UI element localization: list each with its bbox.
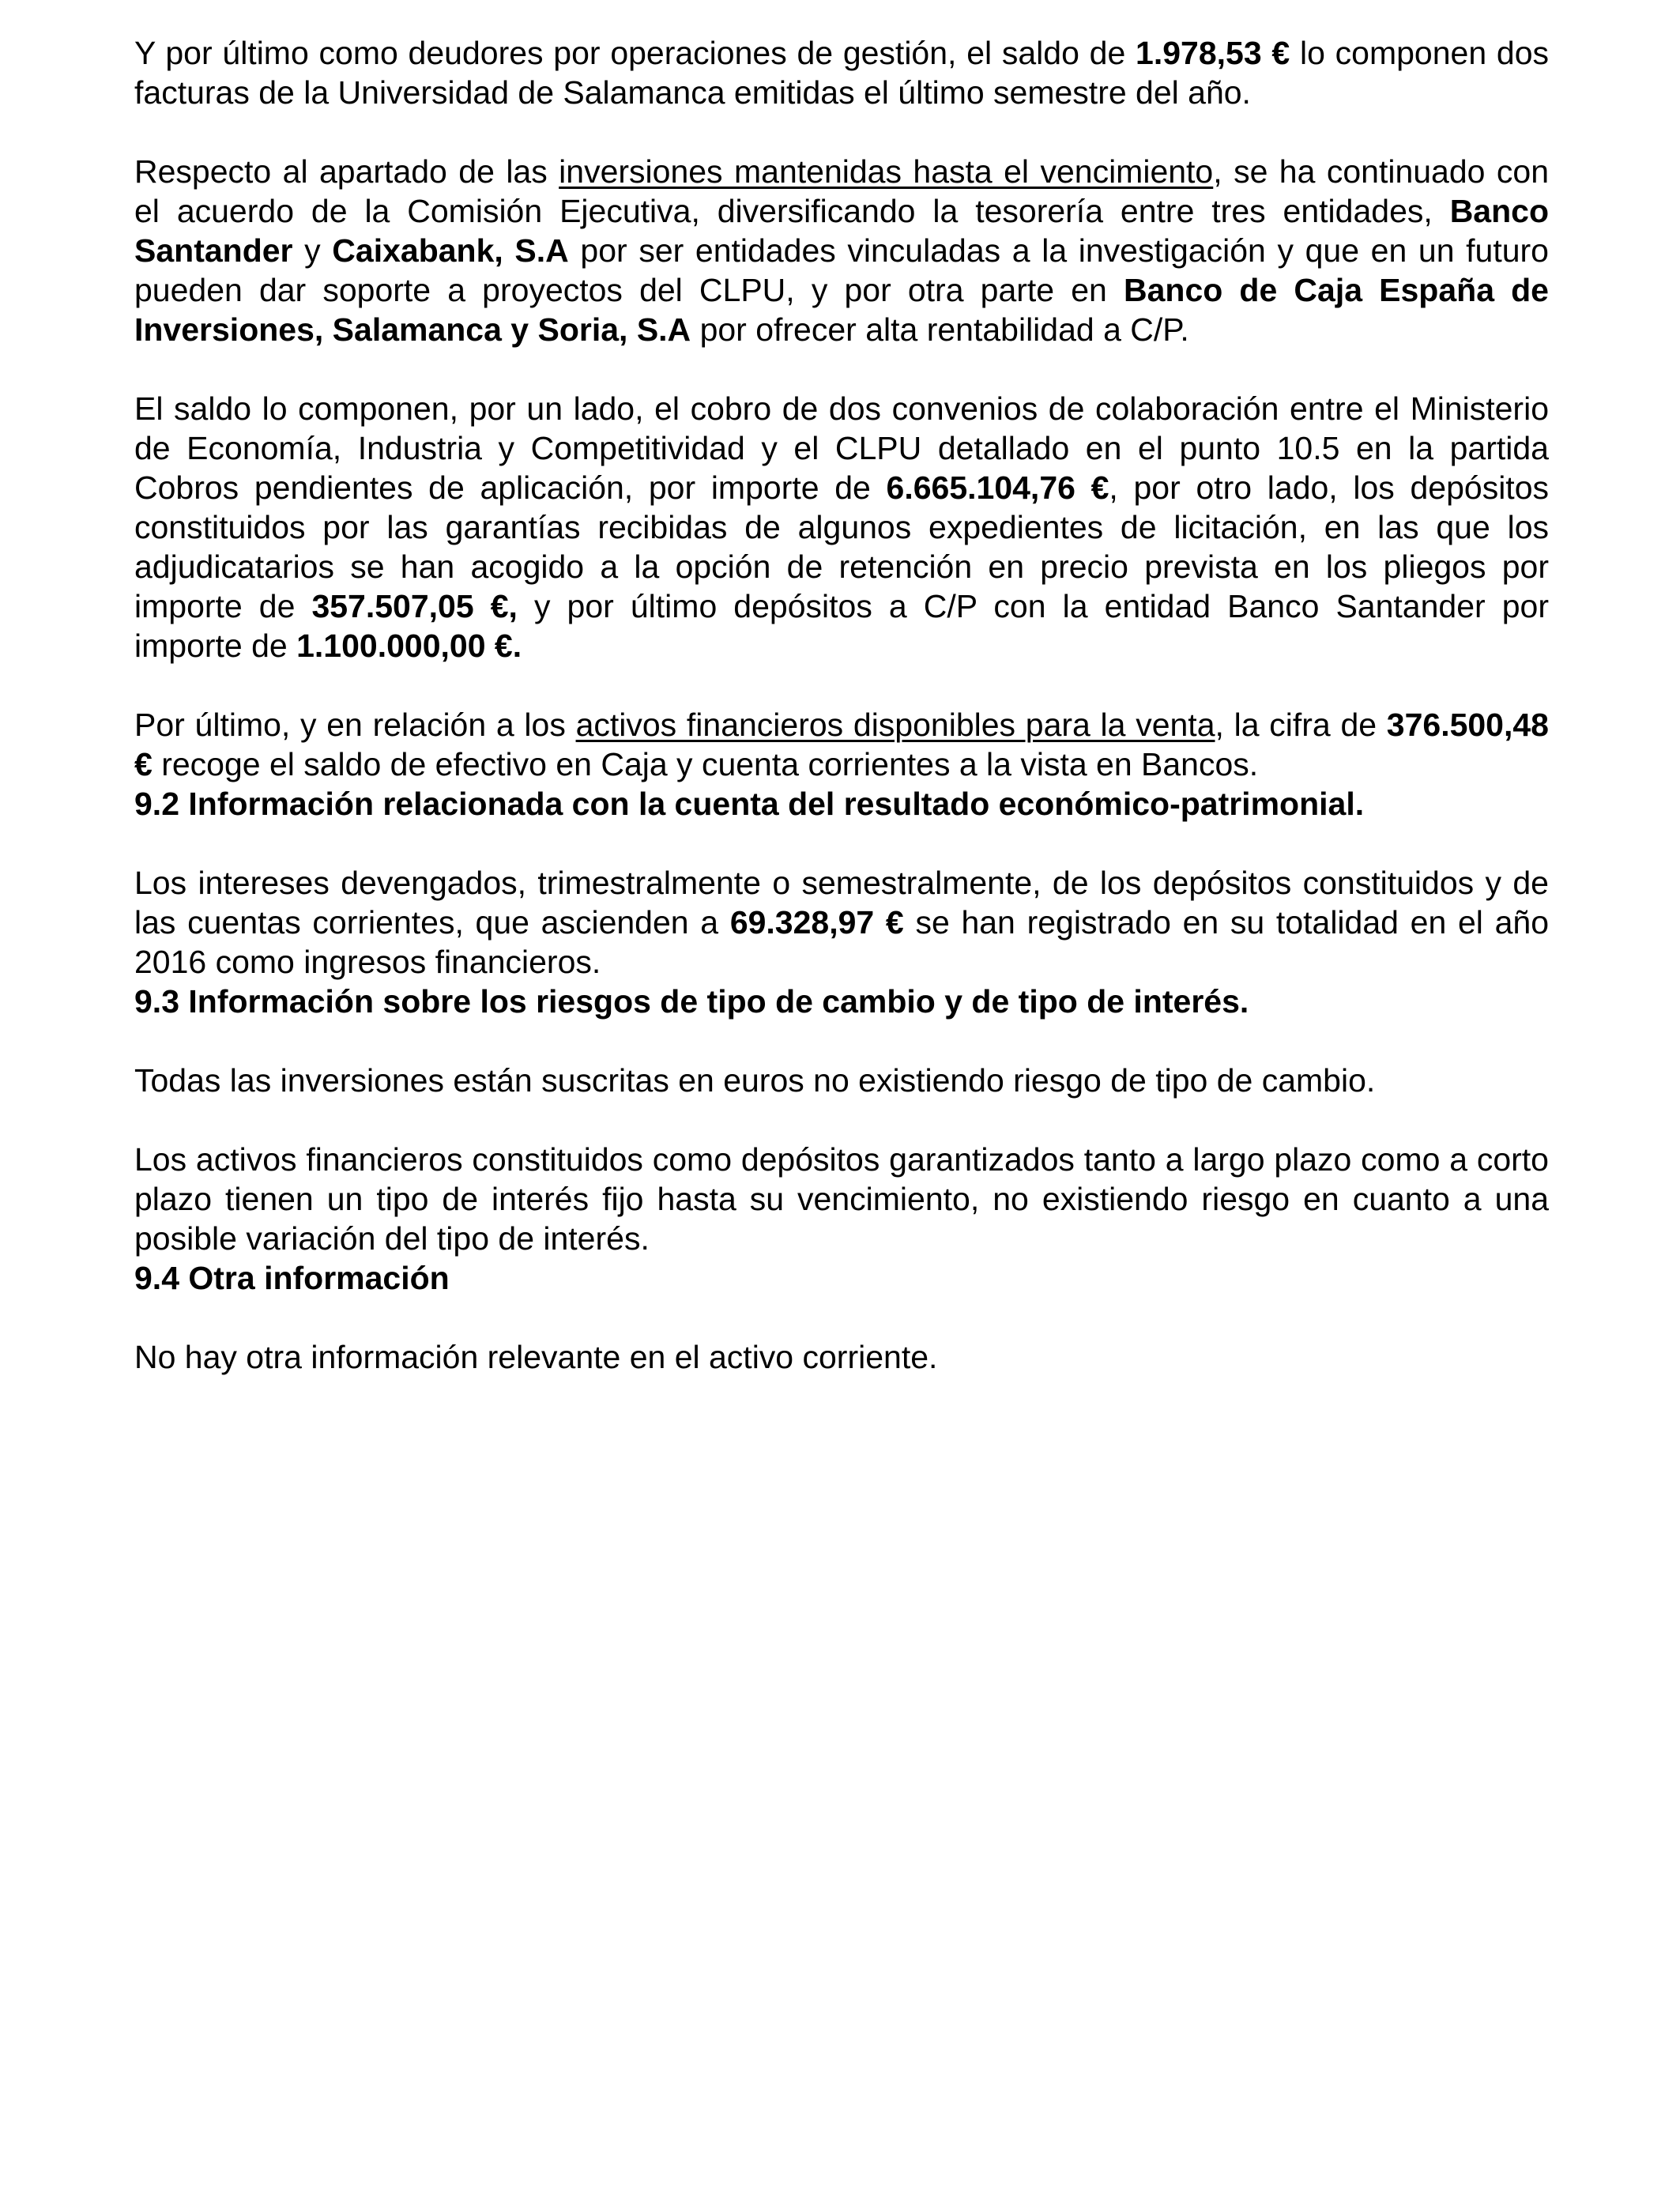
paragraph-riesgo-interes: Los activos financieros constituidos como depósitos garantizados tanto a largo plazo como a corto plazo tienen un tipo de interés fijo hasta su vencimiento, no existiendo riesgo en cuanto a una posible variación del tipo de interés. <box>134 1141 1549 1257</box>
text: y por último depósitos a C/P con la entidad Banco Santander por importe de <box>134 588 1549 664</box>
underlined-term-activos: activos financieros disponibles para la venta <box>575 707 1215 743</box>
entity-banco-caja-espana: Banco de Caja España de Inversiones, Salamanca y Soria, S.A <box>134 272 1549 348</box>
text: , se ha continuado con el acuerdo de la Comisión Ejecutiva, diversificando la tesorería entre tres entidades, <box>134 153 1550 229</box>
amount-intereses: 69.328,97 € <box>729 904 904 941</box>
text: Los intereses devengados, trimestralmente o semestralmente, de los depósitos constituidos y de las cuentas corrientes, que ascienden a <box>134 865 1549 941</box>
section-heading-9-3: 9.3 Información sobre los riesgos de tipo de cambio y de tipo de interés. <box>134 983 1249 1020</box>
amount-santander: 1.100.000,00 €. <box>296 628 522 664</box>
text: por ofrecer alta rentabilidad a C/P. <box>691 311 1189 348</box>
text: Y por último como deudores por operaciones de gestión, el saldo de <box>134 35 1136 71</box>
paragraph-intereses <box>134 863 1549 982</box>
paragraph-otra-informacion: No hay otra información relevante en el activo corriente. <box>134 1339 938 1375</box>
text: y <box>292 232 333 269</box>
entity-banco-santander: Banco Santander <box>134 193 1549 269</box>
text: se han registrado en su totalidad en el año 2016 como ingresos financieros. <box>134 904 1549 980</box>
paragraph-activos <box>134 705 1549 784</box>
paragraph-inversiones <box>134 152 1549 349</box>
amount-pliegos: 357.507,05 €, <box>311 588 518 624</box>
text: , por otro lado, los depósitos constituidos por las garantías recibidas de algunos expedientes de licitación, en las que los adjudicatarios se han acogido a la opción de retención en precio prevista en los pliegos por importe de <box>134 469 1549 624</box>
paragraph-deudores <box>134 33 1549 112</box>
text: recoge el saldo de efectivo en Caja y cuenta corrientes a la vista en Bancos. <box>152 746 1259 782</box>
amount-deudores: 1.978,53 € <box>1136 35 1290 71</box>
paragraph-riesgo-cambio: Todas las inversiones están suscritas en euros no existiendo riesgo de tipo de cambio. <box>134 1062 1376 1099</box>
text: Por último, y en relación a los <box>134 707 576 743</box>
text: Respecto al apartado de las <box>134 153 559 190</box>
section-heading-9-4: 9.4 Otra información <box>134 1260 450 1296</box>
text: El saldo lo componen, por un lado, el cobro de dos convenios de colaboración entre el Ministerio de Economía, Industria y Competitividad y el CLPU detallado en el punto 10.5 en la partida Cobros pendientes de aplicación, por importe de <box>134 390 1549 506</box>
entity-caixabank: Caixabank, S.A <box>332 232 569 269</box>
amount-efectivo: 376.500,48 € <box>134 707 1549 782</box>
amount-cobros: 6.665.104,76 € <box>886 469 1109 506</box>
text: lo componen dos facturas de la Universidad de Salamanca emitidas el último semestre del año. <box>134 35 1550 111</box>
text: por ser entidades vinculadas a la investigación y que en un futuro pueden dar soporte a proyectos del CLPU, y por otra parte en <box>134 232 1549 308</box>
section-heading-9-2: 9.2 Información relacionada con la cuenta del resultado económico-patrimonial. <box>134 786 1365 822</box>
document-page <box>134 33 1549 1377</box>
paragraph-saldo <box>134 389 1549 665</box>
text: , la cifra de <box>1215 707 1387 743</box>
underlined-term-inversiones: inversiones mantenidas hasta el vencimiento <box>559 153 1214 190</box>
